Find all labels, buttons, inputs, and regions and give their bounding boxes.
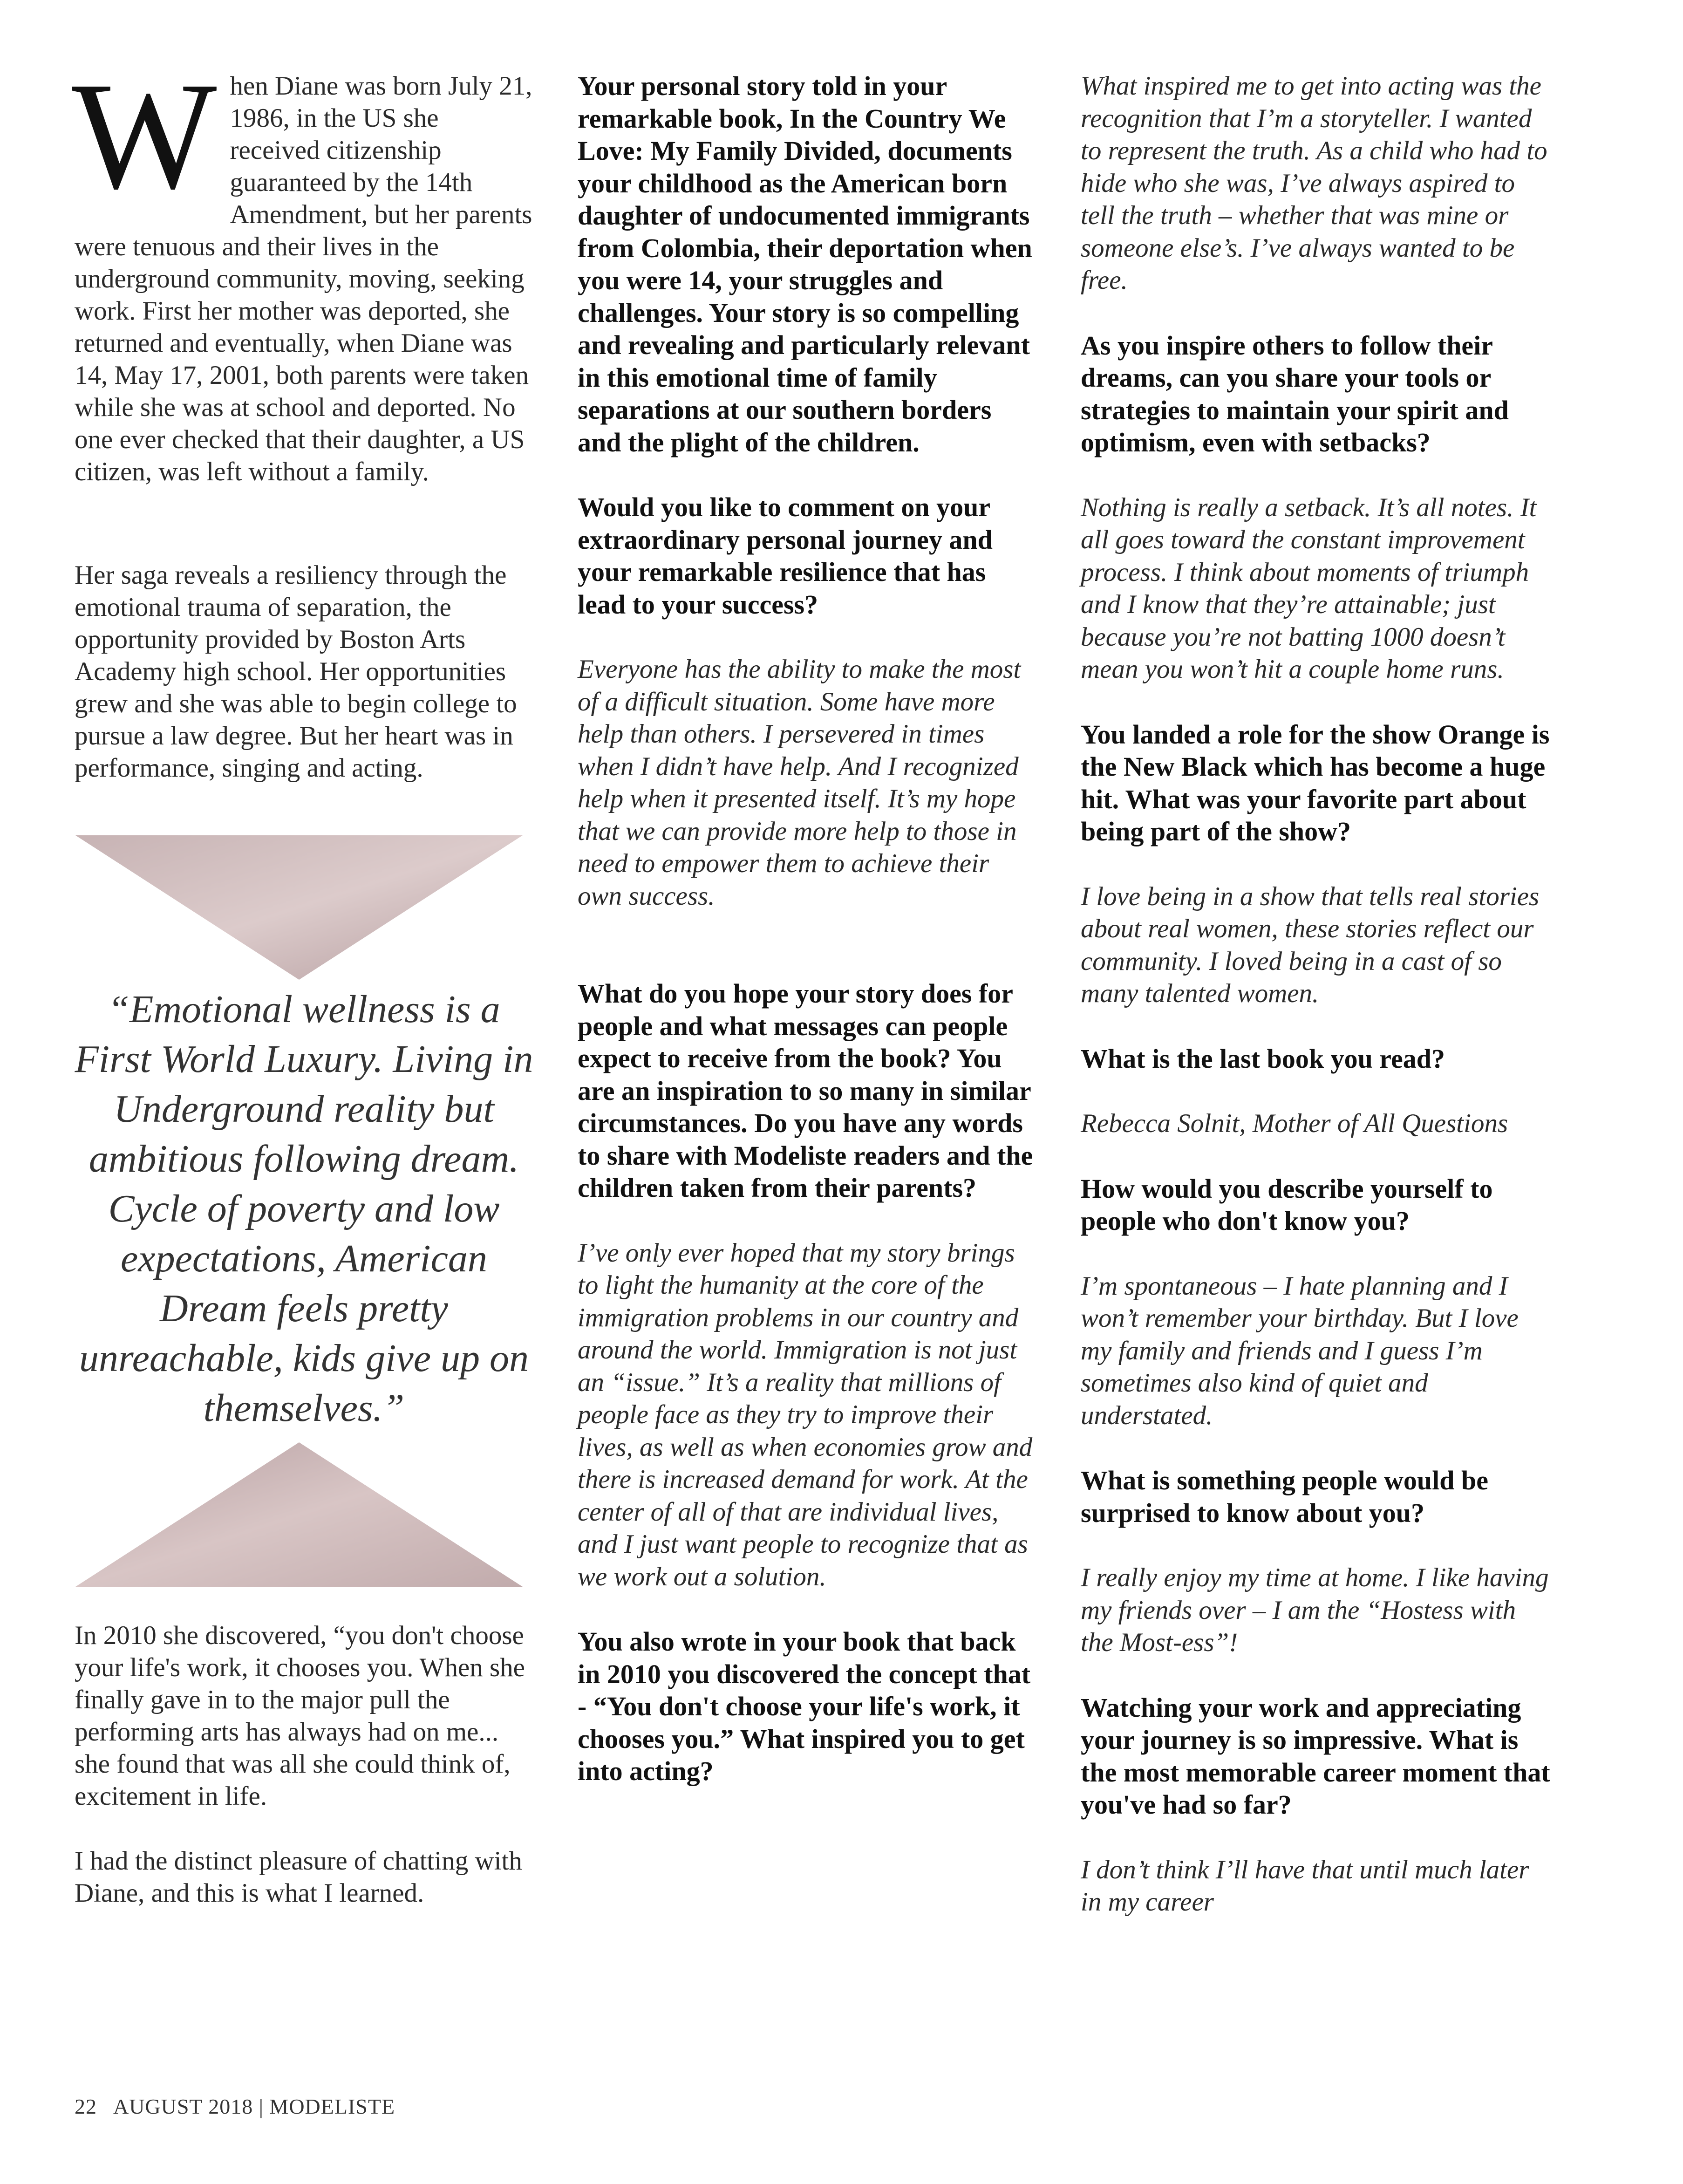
question-7: What is the last book you read?: [1081, 1043, 1445, 1074]
question-1: Your personal story told in your remarkable book, In the Country We Love: My Family Divided, documents your childhood as the American born daughter of undocumented immigrants from Colombia, their deportation when you were 14, your struggles and challenges. Your story is so compelling and revealing and particularly relevant in this emotional time of family separations at our southern borders and the plight of the children.: [578, 71, 1032, 457]
intro-paragraph: [72, 51, 533, 531]
answer-10: I don’t think I’ll have that until much later in my career: [1081, 1855, 1529, 1917]
decorative-triangle-up: [75, 1442, 523, 1587]
page-number: 22: [75, 2095, 97, 2118]
question-8: How would you describe yourself to people who don't know you?: [1081, 1173, 1493, 1236]
question-2: Would you like to comment on your extraordinary personal journey and your remarkable resilience that has lead to your success?: [578, 492, 993, 620]
footer-separator: |: [259, 2095, 264, 2118]
saga-paragraph: Her saga reveals a resiliency through the emotional trauma of separation, the opportunity provided by Boston Arts Academy high school. Her opportunities grew and she was able to begin college to pursue a law degree. But her heart was in performance, singing and acting.: [75, 560, 517, 783]
issue-date: AUGUST 2018: [113, 2095, 253, 2118]
page-footer: [75, 2094, 395, 2119]
column-left: [72, 51, 533, 1909]
question-4: You also wrote in your book that back in 2010 you discovered the concept that - “You don't choose your life's work, it chooses you.” What inspired you to get into acting?: [578, 1626, 1031, 1786]
question-5: As you inspire others to follow their dreams, can you share your tools or strategies to maintain your spirit and optimism, even with setbacks?: [1081, 330, 1509, 457]
answer-3: I’ve only ever hoped that my story brings to light the humanity at the core of the immigration problems in our country and around the world. Immigration is not just an “issue.” It’s a reality that millions of people face as they try to improve their lives, as well as when economies grow and there is increased demand for work. At the center of all of that are individual lives, and I just want people to recognize that as we work out a solution.: [578, 1238, 1033, 1591]
question-10: Watching your work and appreciating your journey is so impressive. What is the most memorable career moment that you've had so far?: [1081, 1692, 1550, 1820]
discovery-paragraph: In 2010 she discovered, “you don't choose your life's work, it chooses you. When she finally gave in to the major pull the performing arts has always had on me... she found that was all she could think of, excitement in life.: [75, 1621, 525, 1811]
pull-quote: “Emotional wellness is a First World Luxury. Living in Underground reality but ambitious following dream. Cycle of poverty and low expectations, American Dream feels pretty unreachable, kids give up on themselves.”: [75, 988, 533, 1430]
question-6: You landed a role for the show Orange is the New Black which has become a huge hit. What was your favorite part about being part of the show?: [1081, 719, 1550, 846]
question-3: What do you hope your story does for people and what messages can people expect to receive from the book? You are an inspiration to so many in similar circumstances. Do you have any words to share with Modeliste readers and the children taken from their parents?: [578, 978, 1033, 1203]
decorative-triangle-down: [75, 835, 523, 980]
column-right: [1081, 70, 1551, 1918]
drop-cap: W: [72, 51, 217, 221]
answer-7: Rebecca Solnit, Mother of All Questions: [1081, 1109, 1508, 1138]
answer-6: I love being in a show that tells real stories about real women, these stories reflect our community. I loved being in a cast of so many talented women.: [1081, 881, 1540, 1008]
question-9: What is something people would be surprised to know about you?: [1081, 1465, 1488, 1528]
answer-2: Everyone has the ability to make the most of a difficult situation. Some have more help than others. I persevered in times when I didn’t have help. And I recognized help when it presented itself. It’s my hope that we can provide more help to those in need to empower them to achieve their own success.: [578, 655, 1021, 911]
column-middle: [578, 70, 1034, 1788]
answer-5: Nothing is really a setback. It’s all notes. It all goes toward the constant improvement process. I think about moments of triumph and I know that they’re attainable; just because you’re not batting 1000 doesn’t mean you won’t hit a couple home runs.: [1081, 492, 1537, 684]
answer-8: I’m spontaneous – I hate planning and I won’t remember your birthday. But I love my family and friends and I guess I’m sometimes also kind of quiet and understated.: [1081, 1271, 1519, 1430]
magazine-name: MODELISTE: [269, 2095, 395, 2118]
answer-4: What inspired me to get into acting was the recognition that I’m a storyteller. I wanted to represent the truth. As a child who had to hide who she was, I’ve always aspired to tell the truth – whether that was mine or someone else’s. I’ve always wanted to be free.: [1081, 71, 1547, 295]
intro-text: hen Diane was born July 21, 1986, in the US she received citizenship guaranteed by the 14th Amendment, but her parents were tenuous and their lives in the underground community, moving, seeking work. First her mother was deported, she returned and eventually, when Diane was 14, May 17, 2001, both parents were taken while she was at school and deported. No one ever checked that their daughter, a US citizen, was left without a family.: [75, 71, 532, 486]
answer-9: I really enjoy my time at home. I like having my friends over – I am the “Hostess with the Most-ess”!: [1081, 1563, 1549, 1657]
closing-paragraph: I had the distinct pleasure of chatting with Diane, and this is what I learned.: [75, 1846, 522, 1908]
